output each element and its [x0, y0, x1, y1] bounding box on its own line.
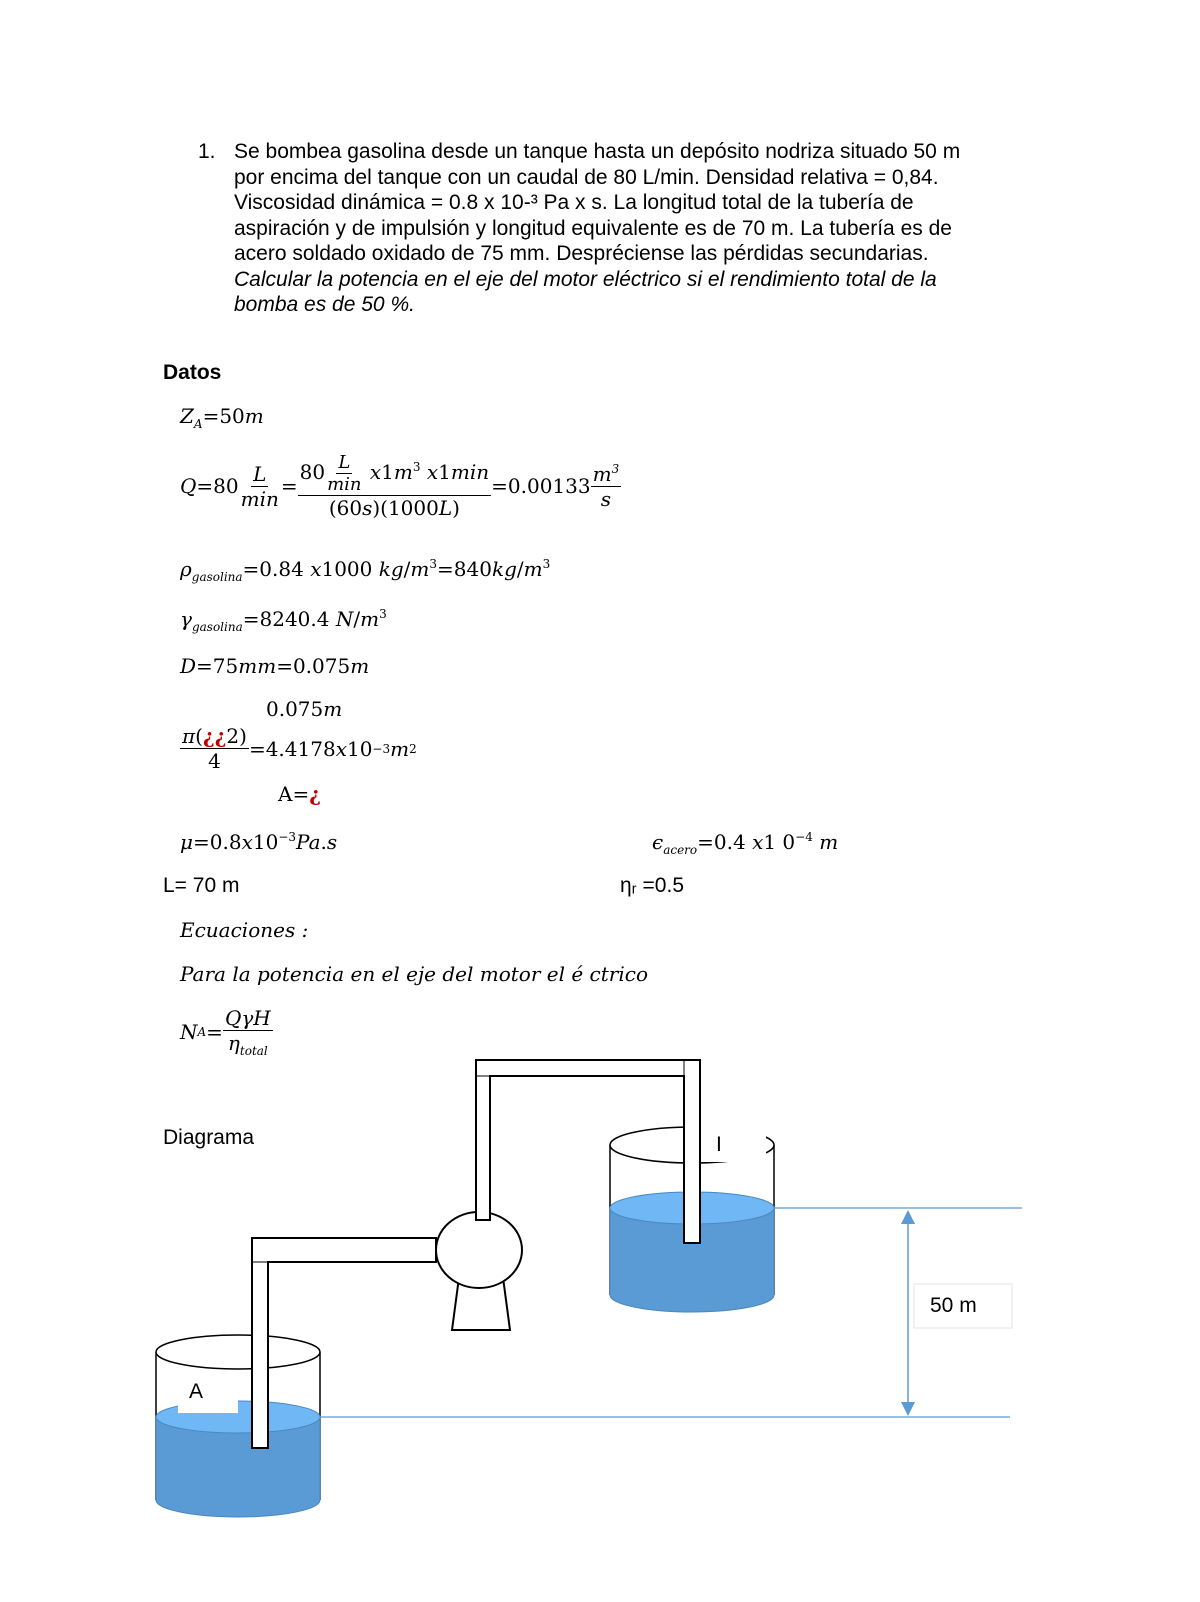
epsilon-equation: $\epsilon_{acero}=0.4$ x1 $0^{-4}$ m [652, 830, 839, 857]
tank-a [156, 1335, 320, 1517]
problem-line: por encima del tanque con un caudal de 80 L/min. Densidad relativa = 0,84. [234, 165, 939, 189]
ecuaciones-label: Ecuaciones : [180, 918, 309, 942]
diagram-title: Diagrama [163, 1126, 255, 1149]
datos-heading: Datos [163, 361, 222, 384]
area-top-value: 0.075m [266, 697, 343, 721]
problem-line: aspiración y de impulsión y longitud equivalente es de 70 m. La tubería es de [234, 216, 952, 240]
tank-b-label-box [700, 1126, 766, 1162]
problem-number: 1. [198, 140, 216, 163]
gamma-equation: $\gamma_{gasolina}=8240.4$ $N/m^3$ [180, 607, 387, 634]
problem-line: Se bombea gasolina desde un tanque hasta un depósito nodriza situado 50 m [234, 140, 961, 163]
arrow-down-icon [901, 1402, 915, 1416]
q-equation: Q =80 $\frac{L}{\min}$ = 80 $\frac{L}{\min}$ $x1m^3$ x1min (60s)(1000L) =0.00133 $\frac{m^3}{s}$ [180, 452, 620, 520]
tank-a-label-box [178, 1377, 238, 1413]
area-equation: $\frac{\pi(¿¿2)}{4}$ =4.4178 x 10 −3 m 2 [182, 724, 417, 773]
pump-diagram [0, 1050, 1200, 1520]
problem-line: acero soldado oxidado de 75 mm. Despréciense las pérdidas secundarias. [234, 242, 929, 265]
height-label: 50 m [930, 1294, 977, 1317]
tank-a-label: A [189, 1380, 204, 1403]
question-line: Calcular la potencia en el eje del motor eléctrico si el rendimiento total de la [234, 267, 937, 291]
rho-equation: $\rho_{gasolina}=0.84$ x1000 $kg/m^3=840kg/m^3$ [180, 557, 551, 584]
tank-b-label: I [716, 1133, 722, 1156]
arrow-up-icon [901, 1210, 915, 1224]
mu-equation: $\mu=0.8x10^{-3}Pa.s$ [180, 830, 338, 854]
question-line: bomba es de 50 %. [234, 293, 415, 316]
problem-line: Viscosidad dinámica = 0.8 x 10-³ Pa x s. La longitud total de la tubería de [234, 191, 914, 214]
eta-value: ηᵣ =0.5 [620, 874, 685, 897]
za-equation: $Z_A=50m$ [180, 404, 264, 431]
potencia-label: Para la potencia en el eje del motor el é ctrico [180, 962, 648, 986]
pump [436, 1212, 522, 1330]
d-equation: D=75mm=0.075m [180, 654, 370, 678]
problem-body [234, 139, 1024, 318]
na-equation: N A = $\frac{\text{QγH}}{\eta_{total}}$ [180, 1006, 271, 1058]
l-value: L= 70 m [163, 874, 240, 897]
area-a-equation: A=¿ [278, 782, 321, 806]
